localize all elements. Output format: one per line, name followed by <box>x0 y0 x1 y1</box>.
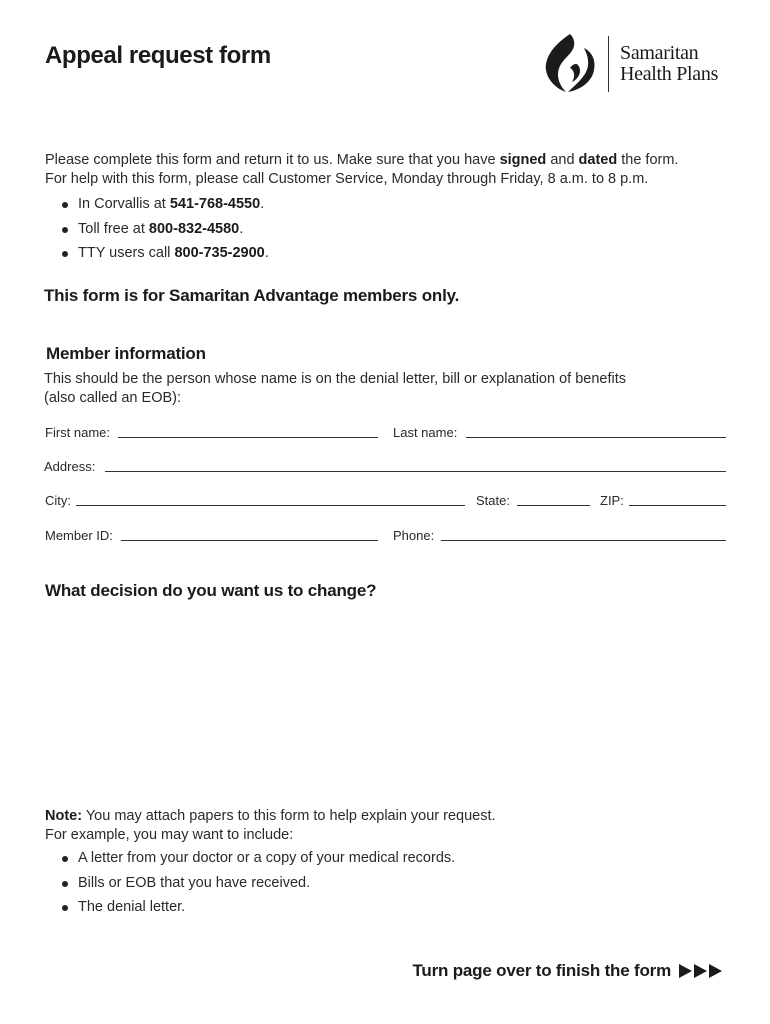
flame-logo-icon <box>540 32 600 96</box>
state-field[interactable] <box>517 505 590 506</box>
contact-punct: . <box>260 196 265 212</box>
first-name-label: First name: <box>45 425 111 440</box>
contact-item-corvallis <box>45 195 545 220</box>
city-field[interactable] <box>76 505 465 506</box>
intro-and: and <box>546 152 579 168</box>
contact-label: Toll free at <box>78 220 149 237</box>
phone-number: 541-768-4550 <box>169 196 261 212</box>
description-line2: (also called an EOB): <box>44 390 182 406</box>
member-info-heading: Member information <box>46 344 206 363</box>
contact-item-toll-free <box>45 220 545 245</box>
city-label: City: <box>45 493 71 508</box>
phone-field[interactable] <box>441 540 726 541</box>
logo-divider <box>608 36 609 92</box>
signed-emphasis: signed <box>499 152 547 168</box>
member-info-description <box>44 370 684 408</box>
page-title: Appeal request form <box>45 42 271 69</box>
list-item: A letter from your doctor or a copy of your medical records. <box>45 849 645 874</box>
samaritan-logo <box>540 32 740 96</box>
intro-line2: For help with this form, please call Customer Service, Monday through Friday, 8 a.m. to 8 p.m. <box>45 171 649 187</box>
contact-list <box>45 195 545 269</box>
member-id-field[interactable] <box>121 540 378 541</box>
turn-page-text: Turn page over to finish the form <box>412 961 671 980</box>
decision-heading: What decision do you want us to change? <box>45 581 377 600</box>
phone-label: Phone: <box>393 528 435 543</box>
dated-emphasis: dated <box>578 152 618 168</box>
logo-text-line2: Health Plans <box>620 63 719 85</box>
turn-page-notice <box>413 961 723 981</box>
intro-text: Please complete this form and return it to us. Make sure that you have <box>45 152 500 168</box>
description-line1: This should be the person whose name is on the denial letter, bill or explanation of benefits <box>44 371 626 387</box>
last-name-field[interactable] <box>466 437 726 438</box>
intro-paragraph <box>45 151 745 189</box>
contact-label: TTY users call <box>78 245 175 261</box>
intro-line1 <box>45 151 745 170</box>
first-name-field[interactable] <box>118 437 378 438</box>
note-text: You may attach papers to this form to help explain your request. <box>82 808 496 824</box>
note-label: Note: <box>45 808 83 824</box>
triple-arrow-icon <box>677 964 722 978</box>
member-id-label: Member ID: <box>45 528 113 543</box>
contact-label: In Corvallis at <box>78 196 170 212</box>
logo-text-line1: Samaritan <box>620 42 699 64</box>
contact-item-tty <box>45 244 545 269</box>
address-label: Address: <box>44 459 96 474</box>
note-line2: For example, you may want to include: <box>45 827 294 843</box>
note-line1 <box>45 807 685 826</box>
last-name-label: Last name: <box>393 425 458 440</box>
zip-label: ZIP: <box>600 493 624 508</box>
intro-post: the form. <box>617 152 679 168</box>
note-paragraph <box>45 807 685 845</box>
state-label: State: <box>476 493 510 508</box>
contact-punct: . <box>264 245 269 261</box>
phone-number: 800-735-2900 <box>174 245 265 261</box>
address-field[interactable] <box>105 471 726 472</box>
list-item: The denial letter. <box>45 898 645 923</box>
decision-answer-area[interactable] <box>45 610 726 795</box>
list-item: Bills or EOB that you have received. <box>45 874 645 899</box>
zip-field[interactable] <box>629 505 726 506</box>
audience-notice: This form is for Samaritan Advantage members only. <box>44 286 460 305</box>
phone-number: 800-832-4580 <box>148 220 240 237</box>
contact-punct: . <box>239 220 244 237</box>
attachment-suggestions-list <box>45 849 645 923</box>
